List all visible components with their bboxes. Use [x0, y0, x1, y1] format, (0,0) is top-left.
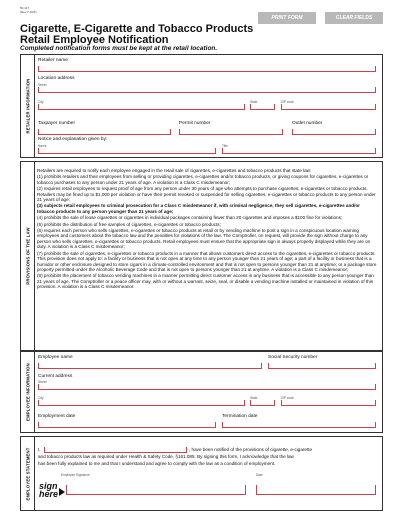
state-label: State: [250, 100, 258, 104]
law-item-2: (2) requires retail employees to request proof of age from any person under 30 years of age who attempts to purchase cigarettes, e-cigarettes or tobacco products. Retailers may be fined up to $1,000 per violation or have their permit revoked or suspended for selling cigarettes, e-cigarettes or tobacco products to any person under 21 years of age;: [37, 186, 376, 203]
notice-name-label: Name: [38, 144, 47, 148]
employee-information-section: [20, 351, 383, 433]
ssn-field[interactable]: [268, 363, 376, 369]
employment-date-field[interactable]: [38, 422, 216, 428]
form-number: [20, 6, 36, 14]
street-label: Street: [38, 83, 47, 87]
title-line-1: Cigarette, E-Cigarette and Tobacco Products: [20, 23, 254, 35]
retailer-side-label: [21, 55, 35, 157]
law-side-text: PROVISIONS OF THE LAW: [25, 227, 30, 285]
location-city-field[interactable]: [38, 104, 245, 110]
law-item-3: (3) subjects retail employees to criminal prosecution for a Class C misdemeanor if, with criminal negligence, they sell cigarettes, e-cigarettes and/or tobacco products to any person younger than 21 years of age;: [37, 203, 360, 214]
law-intro: Retailers are required to notify each employee engaged in the retail sale of cigarettes, e-cigarettes and tobacco products that state law:: [37, 168, 312, 173]
outlet-number-label: Outlet number: [292, 121, 323, 126]
date-label: Date: [256, 473, 263, 477]
employee-city-field[interactable]: [38, 400, 245, 406]
law-item-5: (5) prohibits the distribution of free samples of cigarettes, e-cigarettes or tobacco products;: [37, 221, 221, 227]
permit-number-label: Permit number: [179, 121, 211, 126]
statement-line-1: , have been notified of the provisions of cigarette, e-cigarette: [189, 447, 313, 452]
retailer-name-label: Retailer name: [38, 58, 68, 63]
ssn-label: Social Security number: [268, 355, 318, 360]
law-item-6: (6) requires each person who sells cigarettes, e-cigarettes or tobacco products at retail or by vending machine to post a sign in a conspicuous location warning employees and customers about the tobacco law and the penalties for violations of the law. The Comptroller, on request, will provide the sign without charge to any person who sells cigarettes, e-cigarettes or tobacco products. Retail employees must ensure that the appropriate sign is always properly displayed while they are on duty. A violation is a Class C misdemeanor;: [37, 228, 371, 250]
employee-name-field[interactable]: [38, 363, 262, 369]
notice-given-by-label: Notice and explanation given by:: [38, 137, 108, 142]
termination-date-field[interactable]: [222, 422, 376, 428]
current-address-label: Current address: [38, 374, 73, 379]
statement-line-2: and tobacco products law as required under Health & Safety Code, §161.085. By signing this form, I acknowledge that the law: [38, 454, 294, 459]
page-title: [20, 24, 253, 46]
employee-side-text: EMPLOYEE INFORMATION: [25, 363, 30, 421]
notice-name-field[interactable]: [38, 148, 216, 154]
permit-number-field[interactable]: [179, 129, 283, 135]
taxpayer-number-field[interactable]: [38, 129, 171, 135]
statement-name-field[interactable]: [44, 447, 187, 453]
law-item-1: (1) prohibits retailers and their employees from selling or providing cigarettes, e-cigarettes and/or tobacco products, or giving coupons for cigarettes, e-cigarettes or tobacco purchases to any person under 21 years of age. A violation is a Class C misdemeanor;: [37, 174, 369, 185]
statement-side-text: EMPLOYEE STATEMENT: [25, 447, 30, 500]
title-line-2: Retail Employee Notification: [20, 34, 169, 46]
notice-title-label: Title: [222, 144, 228, 148]
statement-side-label: [21, 437, 35, 510]
statement-i-text: I,: [38, 447, 41, 452]
retailer-information-section: [20, 54, 383, 158]
employee-statement-section: [20, 436, 383, 511]
location-address-label: Location address: [38, 76, 75, 81]
employee-zip-field[interactable]: [281, 400, 376, 406]
signature-label: Employee Signature: [61, 473, 90, 477]
location-state-field[interactable]: [250, 104, 275, 110]
page-subtitle: Completed notification forms must be kept at the retail location.: [20, 45, 218, 52]
employee-city-label: City: [38, 396, 44, 400]
employee-street-label: Street: [38, 380, 47, 384]
form-number-text: 50-117: [20, 6, 30, 10]
notice-title-field[interactable]: [222, 148, 376, 154]
employee-name-label: Employee name: [38, 355, 73, 360]
employee-state-label: State: [250, 396, 258, 400]
zip-label: ZIP code: [281, 100, 294, 104]
employee-side-label: [21, 352, 35, 432]
employment-date-label: Employment date: [38, 414, 76, 419]
law-text: [37, 168, 377, 291]
date-field[interactable]: [256, 485, 376, 495]
taxpayer-number-label: Taxpayer number: [38, 121, 76, 126]
law-item-7: (7) prohibits the sale of cigarettes, e-cigarettes or tobacco products in a manner that allows customers direct access to the cigarettes, e-cigarettes or tobacco products. This provision does not apply to: a facility or business that is not open at any time to any person younger than 21 years of age; a part of a facility or business that is a humidor or other enclosure designed to store cigars in a climate-controlled environment and that is not open to persons younger than 21 at anytime; or a package store property permitted under the Alcoholic Beverage Code and that is not open to persons younger than 21 at anytime. A violation is a Class C misdemeanor;: [37, 250, 377, 272]
sign-here-arrow-icon: [59, 488, 65, 496]
employee-state-field[interactable]: [250, 400, 275, 406]
employee-street-field[interactable]: [38, 384, 376, 390]
law-item-8: (8) prohibits the placement of tobacco vending machines in a manner permitting direct customer access in any business that is accessible to any person younger than 21 years of age. The Comptroller or a peace officer may, with or without a warrant, seize, seal, or disable a vending machine installed or maintained in violation of this provision. A violation is a Class C misdemeanor.: [37, 273, 374, 290]
law-side-label: [21, 162, 35, 350]
retailer-name-field[interactable]: [38, 66, 376, 72]
law-item-4: (4) prohibits the sale of loose cigarettes or cigarettes in individual packages containing fewer than 20 cigarettes and imposes a $100 fine for violations;: [37, 215, 343, 221]
location-street-field[interactable]: [38, 87, 376, 93]
form-revision-text: (Rev.7-16/5): [20, 10, 37, 14]
print-form-button[interactable]: PRINT FORM: [258, 12, 316, 24]
city-label: City: [38, 100, 44, 104]
statement-line-3: has been fully explained to me and that I understand and agree to comply with the law as a condition of employment.: [38, 461, 276, 466]
employee-zip-label: ZIP code: [281, 396, 294, 400]
sign-here-text: sign here: [39, 481, 59, 499]
provisions-of-law-section: [20, 161, 383, 351]
outlet-number-field[interactable]: [292, 129, 376, 135]
signature-field[interactable]: [66, 485, 246, 495]
retailer-side-text: RETAILER INFORMATION: [25, 78, 30, 134]
clear-fields-button[interactable]: CLEAR FIELDS: [325, 12, 383, 24]
location-zip-field[interactable]: [281, 104, 376, 110]
termination-date-label: Termination date: [222, 414, 258, 419]
